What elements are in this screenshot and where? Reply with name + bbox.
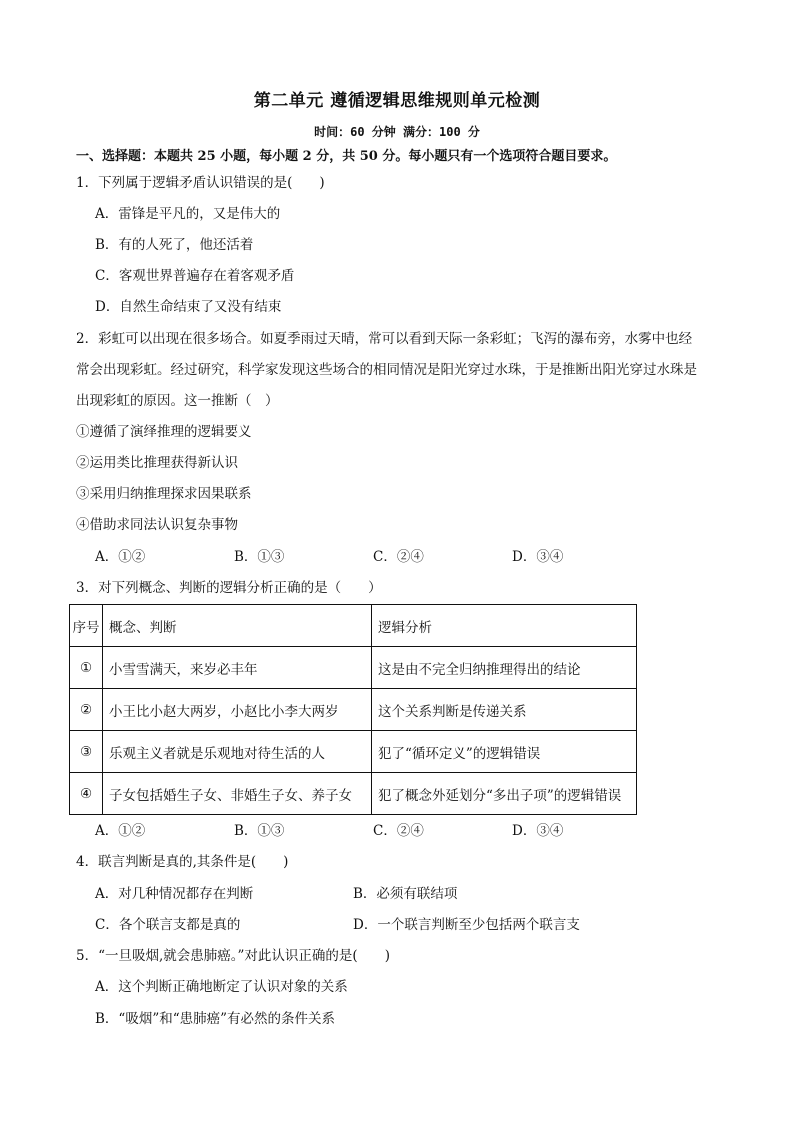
question-2-option-d: D．③④ — [512, 549, 564, 565]
table-header-cell: 概念、判断 — [103, 605, 372, 647]
question-3-option-d: D．③④ — [512, 823, 564, 839]
question-3-option-c: C．②④ — [373, 823, 424, 839]
question-1-stem: 1．下列属于逻辑矛盾认识错误的是( ) — [76, 175, 325, 191]
question-3-option-a: A．①② — [95, 823, 146, 839]
question-2-item-4: ④借助求同法认识复杂事物 — [76, 517, 238, 533]
question-2-option-b: B．①③ — [234, 549, 285, 565]
table-header-cell: 序号 — [70, 605, 103, 647]
table-header-row — [70, 605, 637, 647]
question-1-option-c: C．客观世界普遍存在着客观矛盾 — [95, 268, 295, 284]
logic-analysis-table — [69, 604, 637, 815]
table-cell: ④ — [70, 773, 103, 815]
table-cell: 子女包括婚生子女、非婚生子女、养子女 — [103, 773, 372, 815]
page-title: 第二单元 遵循逻辑思维规则单元检测 — [253, 91, 541, 111]
table-cell: ③ — [70, 731, 103, 773]
question-2-item-1: ①遵循了演绎推理的逻辑要义 — [76, 424, 252, 440]
question-4-options-row-1 — [95, 885, 611, 903]
question-2-line-3: 出现彩虹的原因。这一推断（ ） — [76, 393, 279, 409]
table-cell: 小王比小赵大两岁，小赵比小李大两岁 — [103, 689, 372, 731]
question-3-stem: 3．对下列概念、判断的逻辑分析正确的是（ ） — [76, 580, 382, 596]
question-2-option-a: A．①② — [95, 549, 146, 565]
table-cell: 这是由不完全归纳推理得出的结论 — [372, 647, 637, 689]
question-4-option-d: D．一个联言判断至少包括两个联言支 — [353, 917, 580, 933]
table-row — [70, 689, 637, 731]
section-heading: 一、选择题：本题共 25 小题，每小题 2 分，共 50 分。每小题只有一个选项符合题目要求。 — [76, 149, 617, 164]
question-2-item-2: ②运用类比推理获得新认识 — [76, 455, 238, 471]
exam-info: 时间：60 分钟 满分：100 分 — [314, 125, 480, 139]
table-cell: 小雪雪满天，来岁必丰年 — [103, 647, 372, 689]
question-2-line-2: 常会出现彩虹。经过研究，科学家发现这些场合的相同情况是阳光穿过水珠，于是推断出阳光穿过水珠是 — [76, 362, 697, 378]
question-5-option-a: A．这个判断正确地断定了认识对象的关系 — [95, 979, 348, 995]
table-cell: ① — [70, 647, 103, 689]
question-3-option-b: B．①③ — [234, 823, 285, 839]
table-row — [70, 773, 637, 815]
question-1-option-d: D．自然生命结束了又没有结束 — [95, 299, 282, 315]
question-2-options — [95, 548, 651, 566]
question-4-option-a: A．对几种情况都存在判断 — [95, 886, 254, 902]
table-cell: 乐观主义者就是乐观地对待生活的人 — [103, 731, 372, 773]
question-2-option-c: C．②④ — [373, 549, 424, 565]
question-5-option-b: B．“吸烟”和“患肺癌”有必然的条件关系 — [95, 1011, 336, 1027]
question-3-options — [95, 822, 651, 840]
table-cell: ② — [70, 689, 103, 731]
table-row — [70, 647, 637, 689]
question-5-stem: 5．“一旦吸烟,就会患肺癌。”对此认识正确的是( ) — [76, 948, 390, 964]
question-4-option-b: B．必须有联结项 — [353, 886, 458, 902]
table-cell: 犯了概念外延划分“多出子项”的逻辑错误 — [372, 773, 637, 815]
question-2-item-3: ③采用归纳推理探求因果联系 — [76, 486, 252, 502]
question-4-stem: 4．联言判断是真的,其条件是( ) — [76, 854, 289, 870]
table-header-cell: 逻辑分析 — [372, 605, 637, 647]
table-row — [70, 731, 637, 773]
question-1-option-a: A．雷锋是平凡的，又是伟大的 — [95, 206, 281, 222]
table-cell: 犯了“循环定义”的逻辑错误 — [372, 731, 637, 773]
table-cell: 这个关系判断是传递关系 — [372, 689, 637, 731]
question-1-option-b: B．有的人死了，他还活着 — [95, 237, 254, 253]
question-4-option-c: C．各个联言支都是真的 — [95, 917, 241, 933]
question-4-options-row-2 — [95, 916, 611, 934]
question-2-line-1: 2．彩虹可以出现在很多场合。如夏季雨过天晴，常可以看到天际一条彩虹；飞泻的瀑布旁，水雾中也经 — [76, 331, 693, 347]
